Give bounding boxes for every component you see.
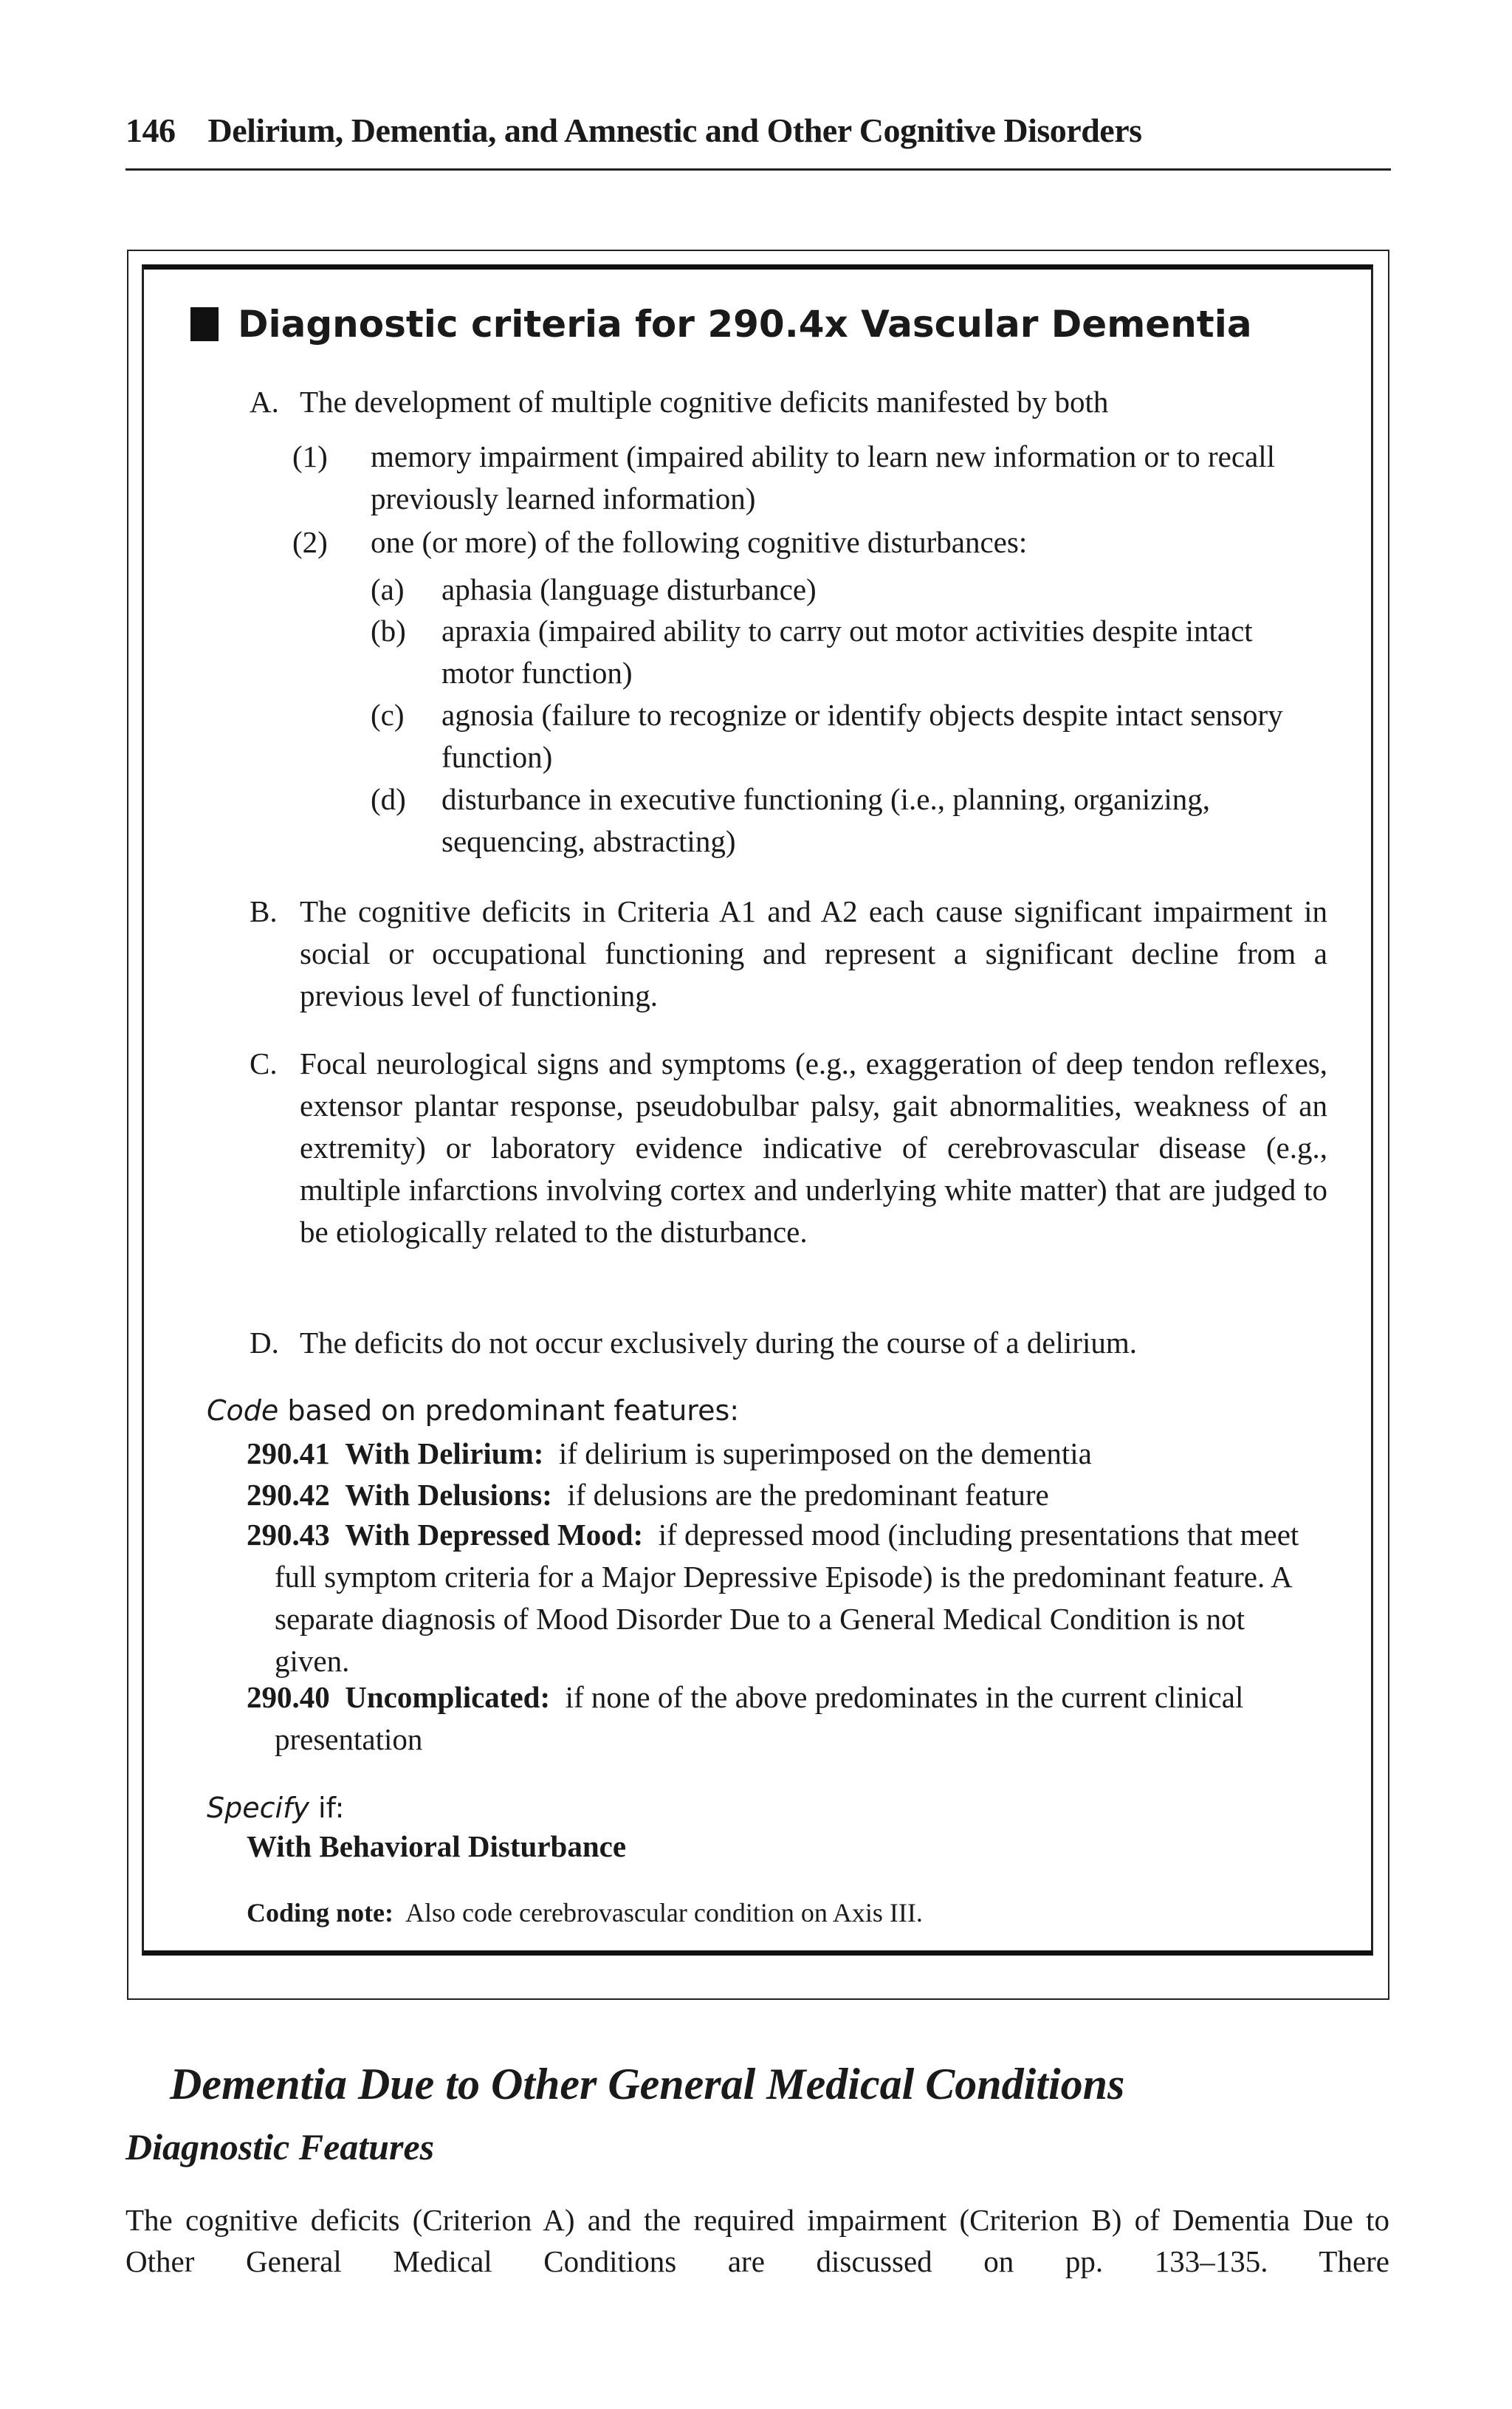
- code-entry-290-40: [247, 1676, 1323, 1761]
- header-rule: [126, 168, 1391, 171]
- specify-lead-text: if:: [318, 1792, 345, 1824]
- criterion-label: C.: [250, 1046, 278, 1080]
- running-header: [126, 111, 1366, 150]
- page-number: 146: [126, 112, 176, 149]
- criterion-b: [250, 891, 1327, 1017]
- specify-lead-italic: Specify: [207, 1792, 309, 1824]
- item-label: (1): [292, 439, 328, 473]
- subitem-label: (c): [371, 698, 405, 732]
- criterion-a: [250, 381, 1327, 423]
- code-entry-290-43: [247, 1514, 1308, 1682]
- specify-lead: [207, 1787, 945, 1829]
- subitem-label: (b): [371, 614, 406, 648]
- criterion-a-item-2: [292, 521, 1326, 563]
- code-text: if none of the above predominates in the current clinical presentation: [275, 1680, 1244, 1756]
- code-entry-290-42: [247, 1474, 1367, 1516]
- criteria-title-text: Diagnostic criteria for 290.4x Vascular Dementia: [238, 303, 1252, 346]
- code-lead-text: based on predominant features:: [287, 1394, 740, 1427]
- criterion-text: The deficits do not occur exclusively during the course of a delirium.: [300, 1326, 1137, 1360]
- criterion-label: A.: [250, 385, 279, 419]
- criterion-a-item-1: [292, 436, 1326, 520]
- coding-note: [247, 1892, 1280, 1934]
- body-paragraph: The cognitive deficits (Criterion A) and the required impairment (Criterion B) of Dementia Due to Other General Medical Conditions are discussed on pp. 133–135. There: [126, 2203, 1389, 2278]
- section-heading: Dementia Due to Other General Medical Conditions: [170, 2060, 1125, 2108]
- code-name: Uncomplicated:: [345, 1680, 551, 1714]
- code-entry-290-41: [247, 1433, 1367, 1475]
- black-square-icon: [190, 307, 219, 341]
- item-text: memory impairment (impaired ability to learn new information or to recall previously learned information): [371, 439, 1276, 515]
- code-lead-italic: Code: [207, 1394, 279, 1427]
- subitem-d: [371, 778, 1327, 863]
- code-lead: [207, 1390, 1314, 1432]
- code-name: With Depressed Mood:: [345, 1518, 644, 1552]
- code-name: With Delirium:: [345, 1436, 544, 1470]
- code-number: 290.42: [247, 1478, 330, 1512]
- code-text: if depressed mood (including presentations that meet full symptom criteria for a Major Depressive Episode) is the predominant feature. A separate diagnosis of Mood Disorder Due to a General Medical Condition is not given.: [275, 1518, 1299, 1678]
- subitem-c: [371, 694, 1327, 778]
- subitem-b: [371, 610, 1327, 694]
- subitem-text: disturbance in executive functioning (i.e., planning, organizing, sequencing, abstracting): [441, 782, 1211, 858]
- subitem-label: (a): [371, 572, 405, 606]
- code-text: if delirium is superimposed on the dementia: [558, 1436, 1092, 1470]
- criterion-text: Focal neurological signs and symptoms (e.g., exaggeration of deep tendon reflexes, extensor plantar response, pseudobulbar palsy, gait abnormalities, weakness of an extremity) or laboratory evidence indicative of cerebrovascular disease (e.g., multiple infarctions involving cortex and underlying white matter) that are judged to be etiologically related to the disturbance.: [300, 1046, 1327, 1249]
- running-title: Delirium, Dementia, and Amnestic and Other Cognitive Disorders: [207, 112, 1142, 149]
- criteria-box-title: [190, 303, 1252, 346]
- criterion-label: B.: [250, 894, 278, 928]
- coding-note-text: Also code cerebrovascular condition on Axis III.: [405, 1898, 923, 1927]
- subitem-text: aphasia (language disturbance): [441, 572, 817, 606]
- coding-note-label: Coding note:: [247, 1898, 394, 1927]
- criterion-c: [250, 1043, 1327, 1253]
- code-number: 290.41: [247, 1436, 330, 1470]
- item-text: one (or more) of the following cognitive disturbances:: [371, 525, 1028, 559]
- subitem-text: apraxia (impaired ability to carry out motor activities despite intact motor function): [441, 614, 1253, 690]
- code-text: if delusions are the predominant feature: [567, 1478, 1049, 1512]
- code-number: 290.43: [247, 1518, 330, 1552]
- section-subheading: Diagnostic Features: [126, 2126, 435, 2168]
- item-label: (2): [292, 525, 328, 559]
- specify-option: With Behavioral Disturbance: [247, 1829, 627, 1863]
- subitem-label: (d): [371, 782, 406, 816]
- code-name: With Delusions:: [345, 1478, 552, 1512]
- criterion-text: The cognitive deficits in Criteria A1 and A2 each cause significant impairment in social or occupational functioning and represent a significant decline from a previous level of functioning.: [300, 894, 1327, 1012]
- criterion-label: D.: [250, 1326, 279, 1360]
- criterion-d: [250, 1322, 1327, 1364]
- code-number: 290.40: [247, 1680, 330, 1714]
- subitem-a: [371, 569, 1327, 611]
- criterion-text: The development of multiple cognitive deficits manifested by both: [300, 385, 1109, 419]
- subitem-text: agnosia (failure to recognize or identify objects despite intact sensory function): [441, 698, 1283, 774]
